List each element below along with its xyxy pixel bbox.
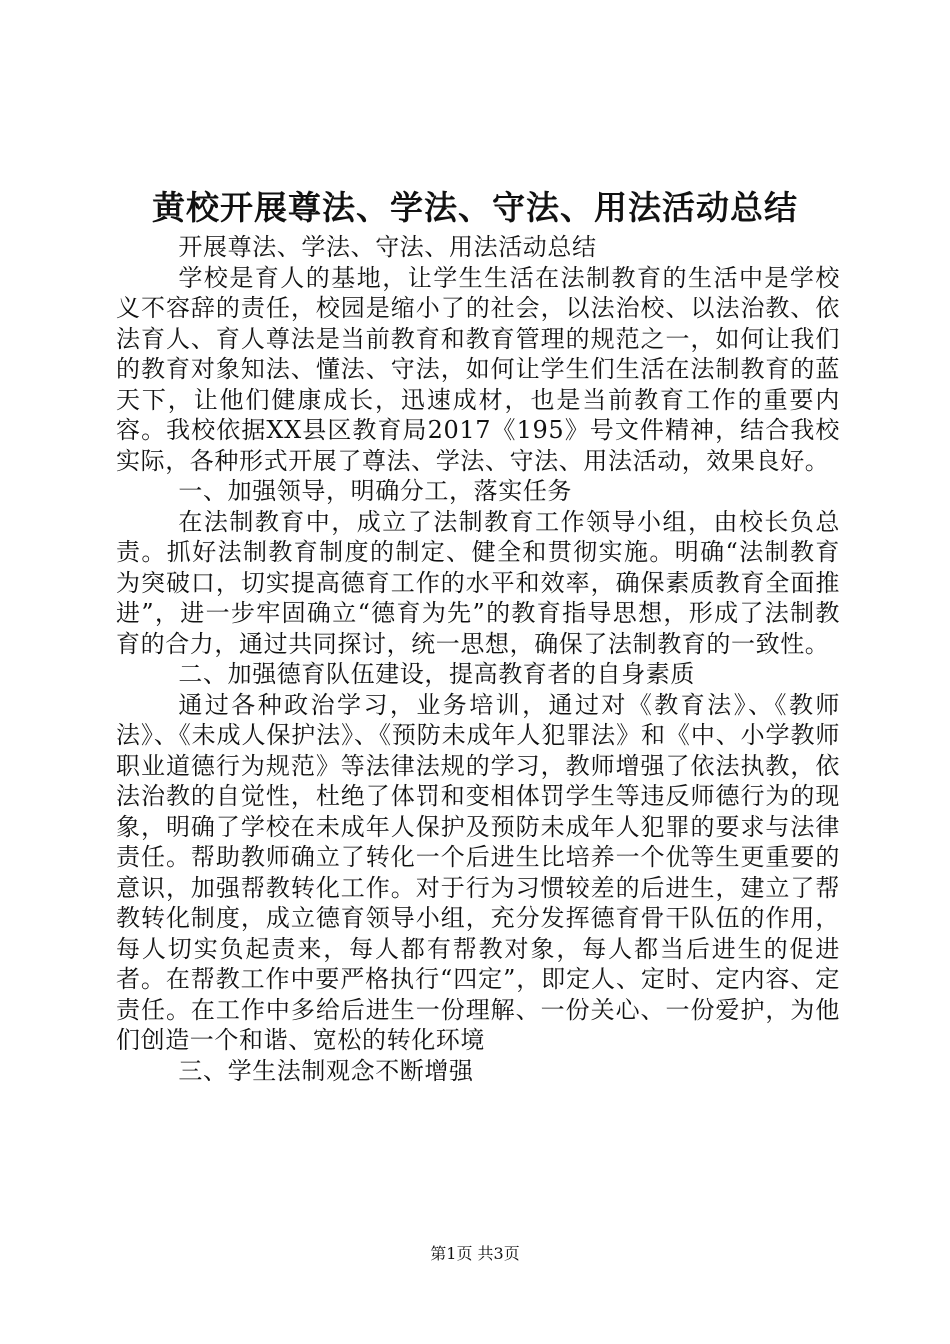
paragraph-intro: 学校是育人的基地，让学生生活在法制教育的生活中是学校义不容辞的责任，校园是缩小了的社会，以法治校、以法治教、依法育人、育人尊法是当前教育和教育管理的规范之一，如何让我们的教育对象知法、懂法、守法，如何让学生们生活在法制教育的蓝天下，让他们健康成长，迅速成材，也是当前教育工作的重要内容。我校依据XX县区教育局2017《195》号文件精神，结合我校实际，各种形式开展了尊法、学法、守法、用法活动，效果良好。 [116, 263, 840, 475]
page-footer: 第1页 共3页 [430, 1244, 520, 1263]
paragraph-section-1: 在法制教育中，成立了法制教育工作领导小组，由校长负总责。抓好法制教育制度的制定、健全和贯彻实施。明确“法制教育为突破口，切实提高德育工作的水平和效率，确保素质教育全面推进”，进一步牢固确立“德育为先”的教育指导思想，形成了法制教育的合力，通过共同探讨，统一思想，确保了法制教育的一致性。 [116, 507, 840, 658]
section-heading-2: 二、加强德育队伍建设，提高教育者的自身素质 [178, 660, 695, 688]
document-body [116, 232, 840, 1086]
section-heading-3: 三、学生法制观念不断增强 [178, 1056, 474, 1085]
paragraph-section-2: 通过各种政治学习，业务培训，通过对《教育法》、《教师法》、《未成人保护法》、《预防未成年人犯罪法》和《中、小学教师职业道德行为规范》等法律法规的学习，教师增强了依法执教，依法治教的自觉性，杜绝了体罚和变相体罚学生等违反师德行为的现象，明确了学校在未成年人保护及预防未成年人犯罪的要求与法律责任。帮助教师确立了转化一个后进生比培养一个优等生更重要的意识，加强帮教转化工作。对于行为习惯较差的后进生，建立了帮教转化制度，成立德育领导小组，充分发挥德育骨干队伍的作用，每人切实负起责来，每人都有帮教对象，每人都当后进生的促进者。在帮教工作中要严格执行“四定”，即定人、定时、定内容、定责任。在工作中多给后进生一份理解、一份关心、一份爱护，为他们创造一个和谐、宽松的转化环境 [116, 690, 840, 1054]
section-heading-1: 一、加强领导，明确分工，落实任务 [178, 477, 572, 505]
subtitle-line: 开展尊法、学法、守法、用法活动总结 [178, 233, 597, 261]
document-title: 黄校开展尊法、学法、守法、用法活动总结 [152, 188, 798, 227]
